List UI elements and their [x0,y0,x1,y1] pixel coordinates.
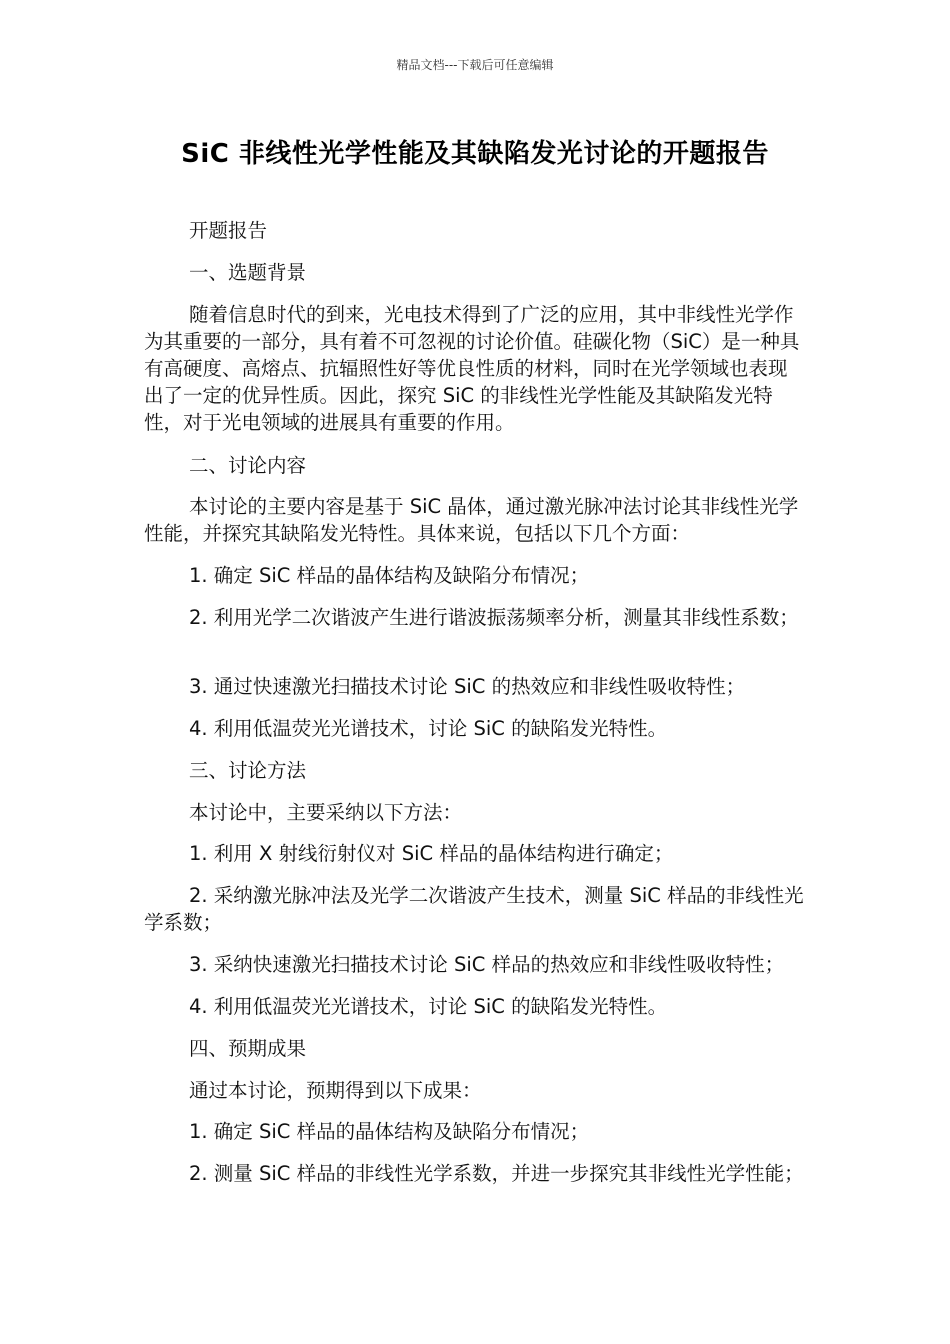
list-item-content-3: 3. 通过快速激光扫描技术讨论 SiC 的热效应和非线性吸收特性； [189,675,746,698]
list-item-content-4: 4. 利用低温荧光光谱技术，讨论 SiC 的缺陷发光特性。 [189,717,668,740]
list-item-methods-1: 1. 利用 X 射线衍射仪对 SiC 样品的晶体结构进行确定； [189,842,674,865]
list-item-methods-3: 3. 采纳快速激光扫描技术讨论 SiC 样品的热效应和非线性吸收特性； [189,953,785,976]
paragraph-methods-intro: 本讨论中，主要采纳以下方法： [189,801,463,824]
list-item-methods-4: 4. 利用低温荧光光谱技术，讨论 SiC 的缺陷发光特性。 [189,995,668,1018]
header-note: 精品文档---下载后可任意编辑 [396,58,554,72]
paragraph-content-intro: 本讨论的主要内容是基于 SiC 晶体，通过激光脉冲法讨论其非线性光学性能，并探究其缺陷发光特性。具体来说，包括以下几个方面： [144,495,799,545]
paragraph-background: 随着信息时代的到来，光电技术得到了广泛的应用，其中非线性光学作为其重要的一部分，具有着不可忽视的讨论价值。硅碳化物（SiC）是一种具有高硬度、高熔点、抗辐照性好等优良性质的材料，同时在光学领域也表现出了一定的优异性质。因此，探究 SiC 的非线性光学性能及其缺陷发光特性，对于光电领域的进展具有重要的作用。 [144,303,800,434]
list-item-methods-2: 2. 采纳激光脉冲法及光学二次谐波产生技术，测量 SiC 样品的非线性光学系数； [144,884,804,934]
heading-expected-results: 四、预期成果 [189,1037,307,1060]
list-item-content-2: 2. 利用光学二次谐波产生进行谐波振荡频率分析，测量其非线性系数； [189,606,799,629]
document-title: SiC 非线性光学性能及其缺陷发光讨论的开题报告 [181,139,769,169]
heading-background: 一、选题背景 [189,261,307,284]
heading-content: 二、讨论内容 [189,454,307,477]
section-label-report: 开题报告 [189,219,268,242]
list-item-results-1: 1. 确定 SiC 样品的晶体结构及缺陷分布情况； [189,1120,590,1143]
paragraph-results-intro: 通过本讨论，预期得到以下成果： [189,1079,482,1102]
list-item-content-1: 1. 确定 SiC 样品的晶体结构及缺陷分布情况； [189,564,590,587]
heading-methods: 三、讨论方法 [189,759,307,782]
list-item-results-2: 2. 测量 SiC 样品的非线性光学系数，并进一步探究其非线性光学性能； [189,1162,804,1185]
